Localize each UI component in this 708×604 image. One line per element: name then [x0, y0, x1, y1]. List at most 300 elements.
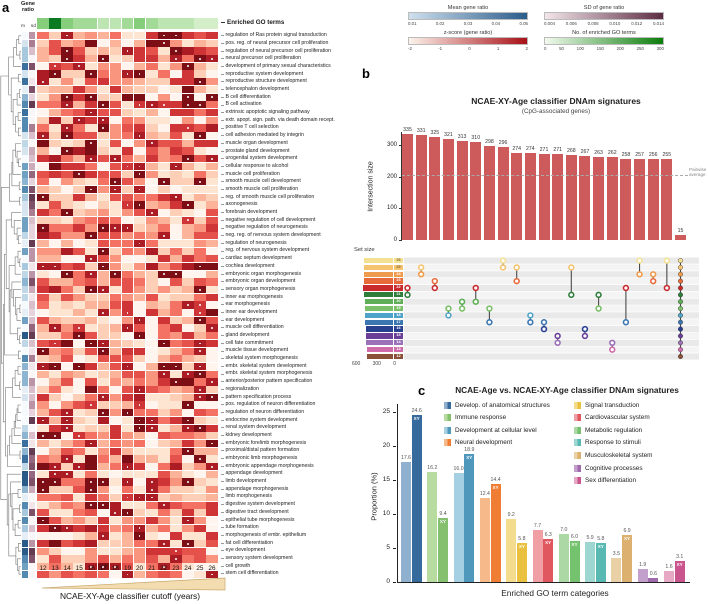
heatmap-cell — [85, 78, 97, 85]
significance-dot — [54, 466, 56, 468]
significance-dot — [127, 50, 129, 52]
go-term-label: extr. apopt. sign. path. via death domain recept. — [221, 117, 369, 125]
heatmap-cell — [194, 124, 206, 131]
heatmap-cell — [182, 147, 194, 154]
heatmap-cell — [73, 55, 85, 62]
heatmap-cell — [134, 155, 146, 162]
heatmap-cell — [73, 32, 85, 39]
sd-gene-ratio-cell — [29, 147, 35, 154]
heatmap-cell — [170, 309, 182, 316]
heatmap-cell — [206, 278, 218, 285]
heatmap-cell — [170, 425, 182, 432]
heatmap-cell — [146, 417, 158, 424]
sd-gene-ratio-cell — [29, 86, 35, 93]
heatmap-cell — [194, 47, 206, 54]
heatmap-cell — [158, 155, 170, 162]
heatmap-cell — [122, 363, 134, 370]
heatmap-cell — [85, 317, 97, 324]
colorbar-tick-label: 0.03 — [463, 21, 473, 26]
heatmap-cell — [170, 86, 182, 93]
ncae-age-bar — [427, 464, 438, 582]
heatmap-cell — [170, 494, 182, 501]
intersection-bar — [429, 130, 440, 240]
heatmap-cell — [206, 70, 218, 77]
significance-dot — [54, 435, 56, 437]
heatmap-cell — [134, 55, 146, 62]
colorbar-tick-label: 100 — [576, 46, 584, 51]
heatmap-cell — [158, 70, 170, 77]
heatmap-cell — [85, 40, 97, 47]
colorbar-tick-label: 0.04 — [491, 21, 501, 26]
mean-gene-ratio-cell — [22, 525, 28, 532]
heatmap-cell — [110, 63, 122, 70]
heatmap-cell — [49, 494, 61, 501]
heatmap-cell — [134, 117, 146, 124]
heatmap-cell — [73, 425, 85, 432]
heatmap-cell — [98, 186, 110, 193]
heatmap-cell — [98, 371, 110, 378]
sd-gene-ratio-cell — [29, 78, 35, 85]
go-term-label: digestive system development — [221, 501, 369, 509]
heatmap-cell — [182, 40, 194, 47]
heatmap-cell — [206, 548, 218, 555]
heatmap-cell — [158, 555, 170, 562]
heatmap-cell — [182, 401, 194, 408]
heatmap-cell — [61, 509, 73, 516]
intersection-size-axis-label: Intersection size — [367, 161, 375, 212]
sd-gene-ratio-cell — [29, 455, 35, 462]
heatmap-cell — [206, 63, 218, 70]
set-label-chip: 18 — [394, 313, 403, 318]
colorbar-tick-label: 0.05 — [519, 21, 528, 26]
set-label-chip: 13 — [394, 347, 403, 352]
heatmap-cell — [73, 294, 85, 301]
heatmap-cell — [182, 47, 194, 54]
go-term-label: pos. reg. of neural precursor cell proliferation — [221, 40, 369, 48]
heatmap-cell — [122, 248, 134, 255]
colorbar-tick-label: -1 — [438, 46, 443, 51]
significance-dot — [175, 273, 177, 275]
heatmap-cell — [146, 409, 158, 416]
significance-dot — [54, 366, 56, 368]
heatmap-cell — [85, 209, 97, 216]
heatmap-cell — [194, 555, 206, 562]
significance-dot — [199, 343, 201, 345]
heatmap-cell — [98, 278, 110, 285]
heatmap-cell — [206, 455, 218, 462]
heatmap-cell — [37, 294, 49, 301]
go-term-label: kidney development — [221, 432, 369, 440]
heatmap-cell — [37, 440, 49, 447]
heatmap-cell — [158, 371, 170, 378]
heatmap-cell — [122, 117, 134, 124]
intersection-value: 335 — [403, 127, 412, 134]
heatmap-cell — [158, 540, 170, 547]
heatmap-cell — [85, 55, 97, 62]
cutoff-year-axis — [37, 565, 218, 572]
heatmap-cell — [146, 140, 158, 147]
heatmap-cell — [182, 248, 194, 255]
heatmap-cell — [61, 132, 73, 139]
heatmap-cell — [110, 502, 122, 509]
significance-dot — [54, 481, 56, 483]
heatmap-cell — [122, 309, 134, 316]
upset-dot-matrix — [404, 257, 704, 360]
heatmap-cell — [122, 278, 134, 285]
heatmap-cell — [170, 478, 182, 485]
heatmap-cell — [146, 432, 158, 439]
heatmap-cell — [61, 448, 73, 455]
heatmap-cell — [206, 340, 218, 347]
heatmap-cell — [49, 517, 61, 524]
significance-dot — [127, 166, 129, 168]
set-size-bar — [367, 354, 393, 359]
significance-dot — [199, 181, 201, 183]
colorbar-gradient — [544, 37, 664, 45]
heatmap-cell — [134, 340, 146, 347]
set-label-chip: 14 — [394, 340, 403, 345]
go-term-label: regulation of neural precursor cell proliferation — [221, 47, 369, 55]
heatmap-cell — [194, 278, 206, 285]
heatmap-cell — [206, 263, 218, 270]
heatmap-cell — [194, 463, 206, 470]
cutoff-year-label: 18 — [111, 565, 119, 572]
go-term-count-cell — [61, 18, 73, 29]
heatmap-cell — [73, 224, 85, 231]
heatmap-cell — [134, 124, 146, 131]
intersection-bar — [552, 147, 563, 240]
go-term-count-cell — [194, 18, 206, 29]
heatmap-cell — [182, 163, 194, 170]
heatmap-cell — [158, 332, 170, 339]
heatmap-cell — [146, 448, 158, 455]
heatmap-cell — [182, 55, 194, 62]
heatmap-cell — [85, 109, 97, 116]
heatmap-cell — [122, 271, 134, 278]
gene-ratio-header: Gene ratio — [21, 1, 35, 13]
significance-dot — [199, 350, 201, 352]
intersection-bar — [579, 148, 590, 240]
set-label-chip: 15 — [394, 333, 403, 338]
heatmap-cell — [37, 448, 49, 455]
heatmap-cell — [61, 155, 73, 162]
mean-gene-ratio-cell — [22, 286, 28, 293]
heatmap-cell — [170, 417, 182, 424]
heatmap-cell — [110, 117, 122, 124]
sd-gene-ratio-cell — [29, 332, 35, 339]
heatmap-cell — [37, 363, 49, 370]
go-term-label: prostate gland development — [221, 147, 369, 155]
heatmap-cell — [49, 263, 61, 270]
heatmap-cell — [73, 240, 85, 247]
proportion-value: 24.6 — [411, 407, 422, 414]
heatmap-cell — [194, 70, 206, 77]
heatmap-cell — [146, 532, 158, 539]
significance-dot — [175, 166, 177, 168]
significance-dot — [187, 127, 189, 129]
heatmap-cell — [134, 186, 146, 193]
heatmap-cell — [206, 232, 218, 239]
heatmap-cell — [73, 155, 85, 162]
significance-dot — [139, 104, 141, 106]
heatmap-cell — [85, 194, 97, 201]
heatmap-cell — [158, 117, 170, 124]
mean-gene-ratio-cell — [22, 363, 28, 370]
heatmap-cell — [194, 224, 206, 231]
heatmap-cell — [61, 409, 73, 416]
heatmap-cell — [110, 47, 122, 54]
heatmap-cell — [206, 317, 218, 324]
heatmap-cell — [85, 286, 97, 293]
heatmap-cell — [146, 70, 158, 77]
heatmap-cell — [61, 440, 73, 447]
heatmap-cell — [85, 463, 97, 470]
heatmap-cell — [146, 332, 158, 339]
heatmap-x-axis-title: NCAE-XY-Age classifier cutoff (years) — [59, 591, 201, 601]
sd-gene-ratio-cell — [29, 255, 35, 262]
y-tick-mark — [393, 582, 396, 583]
heatmap-cell — [134, 240, 146, 247]
set-size-label: Set size — [354, 247, 375, 253]
heatmap-cell — [122, 332, 134, 339]
heatmap-cell — [158, 525, 170, 532]
xy-tag: XY — [597, 543, 604, 549]
heatmap-cell — [73, 209, 85, 216]
heatmap-cell — [146, 94, 158, 101]
heatmap-cell — [110, 486, 122, 493]
heatmap-cell — [170, 63, 182, 70]
heatmap-cell — [158, 94, 170, 101]
significance-dot — [163, 104, 165, 106]
heatmap-cell — [98, 509, 110, 516]
heatmap-cell — [134, 263, 146, 270]
heatmap-cell — [110, 348, 122, 355]
significance-dot — [139, 166, 141, 168]
ncae-xy-age-bar — [622, 528, 632, 582]
significance-dot — [102, 250, 104, 252]
go-term-label: embr. skeletal system development — [221, 363, 369, 371]
heatmap-cell — [37, 209, 49, 216]
heatmap-cell — [182, 263, 194, 270]
heatmap-cell — [134, 317, 146, 324]
heatmap-cell — [49, 163, 61, 170]
mean-gene-ratio-cell — [22, 540, 28, 547]
heatmap-cell — [134, 455, 146, 462]
heatmap-cell — [73, 163, 85, 170]
heatmap-cell — [49, 217, 61, 224]
sd-gene-ratio-cell — [29, 340, 35, 347]
go-term-label: cell growth — [221, 562, 369, 570]
significance-dot — [90, 96, 92, 98]
sd-gene-ratio-cell — [29, 278, 35, 285]
significance-dot — [114, 512, 116, 514]
colorbar-title: No. of enriched GO terms — [572, 30, 636, 36]
sd-gene-ratio-cell — [29, 217, 35, 224]
significance-dot — [66, 527, 68, 529]
heatmap-cell — [158, 471, 170, 478]
heatmap-cell — [49, 209, 61, 216]
significance-dot — [102, 104, 104, 106]
significance-dot — [102, 127, 104, 129]
intersection-bar — [470, 135, 481, 240]
go-term-label: epithelial tube morphogenesis — [221, 516, 369, 524]
heatmap-cell — [134, 502, 146, 509]
heatmap-cell — [182, 425, 194, 432]
significance-dot — [151, 104, 153, 106]
heatmap-cell — [194, 409, 206, 416]
heatmap-cell — [49, 478, 61, 485]
significance-dot — [151, 420, 153, 422]
set-size-bar — [365, 299, 394, 304]
heatmap-cell — [122, 448, 134, 455]
sd-gene-ratio-cell — [29, 448, 35, 455]
heatmap-cell — [134, 286, 146, 293]
heatmap-cell — [110, 86, 122, 93]
heatmap-cell — [110, 101, 122, 108]
sd-gene-ratio-cell — [29, 178, 35, 185]
intersection-bar — [648, 152, 659, 240]
heatmap-cell — [170, 363, 182, 370]
heatmap-cell — [110, 255, 122, 262]
go-term-label: limb morphogenesis — [221, 493, 369, 501]
heatmap-cell — [110, 532, 122, 539]
heatmap-cell — [146, 101, 158, 108]
heatmap-cell — [61, 486, 73, 493]
heatmap-cell — [122, 486, 134, 493]
heatmap-cell — [85, 448, 97, 455]
heatmap-cell — [146, 309, 158, 316]
heatmap-cell — [98, 86, 110, 93]
significance-dot — [90, 142, 92, 144]
heatmap-cell — [49, 40, 61, 47]
heatmap-cell — [134, 109, 146, 116]
heatmap-cell — [194, 440, 206, 447]
heatmap-cell — [134, 448, 146, 455]
colorbar-ticks — [408, 21, 528, 26]
heatmap-cell — [37, 463, 49, 470]
heatmap-cell — [134, 294, 146, 301]
heatmap-cell — [98, 201, 110, 208]
heatmap-cell — [110, 432, 122, 439]
y-tick-label: 300 — [386, 142, 397, 149]
heatmap-cell — [61, 240, 73, 247]
significance-dot — [78, 327, 80, 329]
y-tick-label: 25 — [382, 408, 390, 415]
heatmap-cell — [85, 155, 97, 162]
heatmap-cell — [206, 417, 218, 424]
heatmap-cell — [146, 509, 158, 516]
heatmap-cell — [49, 78, 61, 85]
proportion-value: 3.1 — [676, 553, 684, 560]
heatmap-cell — [122, 201, 134, 208]
heatmap-cell — [85, 117, 97, 124]
proportion-value: 1.9 — [639, 562, 647, 569]
go-term-label: reproductive system development — [221, 70, 369, 78]
heatmap-cell — [194, 309, 206, 316]
heatmap-cell — [206, 147, 218, 154]
significance-dot — [42, 266, 44, 268]
heatmap-cell — [206, 502, 218, 509]
heatmap-cell — [61, 86, 73, 93]
heatmap-cell — [182, 371, 194, 378]
colorbar-legends — [408, 5, 664, 51]
significance-dot — [42, 366, 44, 368]
heatmap-cell — [206, 486, 218, 493]
intersection-bar — [593, 149, 604, 240]
colorbar-tick-label: -2 — [408, 46, 412, 51]
heatmap-cell — [49, 255, 61, 262]
heatmap-cell — [170, 201, 182, 208]
annotation-connector-line — [221, 22, 225, 23]
heatmap-cell — [146, 132, 158, 139]
heatmap-cell — [158, 47, 170, 54]
mean-gene-ratio-cell — [22, 178, 28, 185]
heatmap-cell — [49, 525, 61, 532]
heatmap-cell — [49, 240, 61, 247]
xy-tag: XY — [624, 536, 631, 542]
heatmap-cell — [170, 55, 182, 62]
ncae-xy-age-bar — [648, 570, 658, 582]
heatmap-cell — [49, 417, 61, 424]
significance-dot — [90, 443, 92, 445]
heatmap-cell — [122, 224, 134, 231]
heatmap-cell — [85, 340, 97, 347]
heatmap-cell — [134, 486, 146, 493]
heatmap-cell — [37, 101, 49, 108]
heatmap-cell — [182, 463, 194, 470]
heatmap-cell — [170, 132, 182, 139]
mean-gene-ratio-cell — [22, 355, 28, 362]
intersection-value: 298 — [485, 138, 494, 145]
intersection-value: 321 — [444, 131, 453, 138]
mean-gene-ratio-cell — [22, 240, 28, 247]
intersection-value: 271 — [539, 147, 549, 154]
heatmap-cell — [98, 324, 110, 331]
heatmap-cell — [134, 348, 146, 355]
heatmap-cell — [146, 186, 158, 193]
heatmap-cell — [170, 317, 182, 324]
heatmap-cell — [110, 186, 122, 193]
heatmap-cell — [206, 40, 218, 47]
ncae-age-bar — [400, 455, 412, 582]
significance-dot — [102, 58, 104, 60]
go-term-count-cell — [170, 18, 182, 29]
significance-dot — [102, 504, 104, 506]
go-term-label: pattern specification process — [221, 393, 369, 401]
heatmap-cell — [110, 132, 122, 139]
heatmap-cell — [49, 194, 61, 201]
heatmap-cell — [37, 178, 49, 185]
heatmap-cell — [158, 478, 170, 485]
heatmap-cell — [85, 301, 97, 308]
intersection-value: 325 — [430, 130, 440, 137]
go-term-count-cell — [110, 18, 122, 29]
heatmap-cell — [98, 432, 110, 439]
heatmap-cell — [98, 502, 110, 509]
go-term-label: cell fate commitment — [221, 340, 369, 348]
heatmap-cell — [73, 263, 85, 270]
significance-dot — [90, 481, 92, 483]
heatmap-cell — [194, 502, 206, 509]
significance-dot — [139, 173, 141, 175]
sd-gene-ratio-cell — [29, 294, 35, 301]
heatmap-cell — [37, 432, 49, 439]
heatmap-cell — [134, 417, 146, 424]
colorbar-tick-label: 0.012 — [631, 21, 643, 26]
heatmap-cell — [134, 532, 146, 539]
heatmap-cell — [110, 440, 122, 447]
heatmap-cell — [61, 209, 73, 216]
